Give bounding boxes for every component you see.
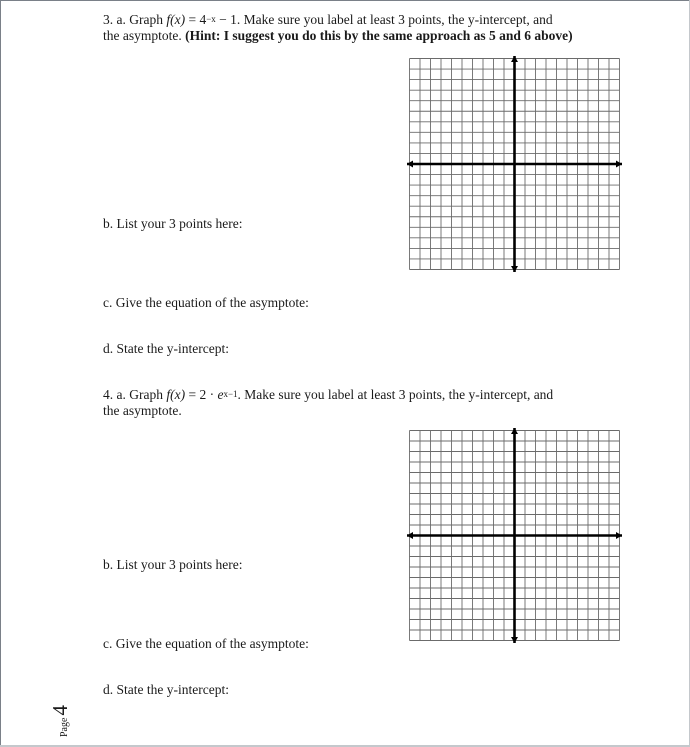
page-number: [48, 705, 73, 737]
q4-coordinate-grid[interactable]: [407, 428, 622, 643]
q3-coordinate-grid[interactable]: [407, 56, 622, 272]
y-axis-top-arrow: [511, 428, 518, 434]
x-axis-right-arrow: [616, 161, 622, 168]
q4-part-c-label: c. Give the equation of the asymptote:: [103, 636, 309, 651]
q4-prompt-line2: the asymptote.: [103, 403, 182, 418]
x-axis-left-arrow: [407, 532, 413, 539]
page-border-top: [0, 0, 690, 1]
x-axis-left-arrow: [407, 161, 413, 168]
q3-hint: (Hint: I suggest you do this by the same approach as 5 and 6 above): [185, 28, 573, 43]
q3-function-name: f(x): [166, 12, 186, 27]
q3-base: 4: [199, 12, 207, 27]
q3-part-d-label: d. State the y-intercept:: [103, 341, 229, 356]
q3-prompt-line1: 3. a. Graph $f(x) = 4^{-x} - 1$. Make sure you label at least 3 points, the y-intercept, and: [103, 12, 553, 27]
page-border-left: [0, 0, 1, 747]
y-axis-bottom-arrow: [511, 266, 518, 272]
page-word: Page: [59, 717, 70, 737]
q3-part-c-label: c. Give the equation of the asymptote:: [103, 295, 309, 310]
q4-prompt-line1: 4. a. Graph $f(x) = 2 \cdot e^{x-1}$. Make sure you label at least 3 points, the y-intercept, and: [103, 387, 554, 402]
page-digit: 4: [48, 705, 72, 716]
q3-prompt-line2: the asymptote. (Hint: I suggest you do this by the same approach as 5 and 6 above): [103, 28, 573, 43]
q4-part-b-label: b. List your 3 points here:: [103, 557, 243, 572]
q3-part-b-label: b. List your 3 points here:: [103, 216, 243, 231]
y-axis-top-arrow: [511, 56, 518, 62]
q4-exponent: x−1: [223, 389, 238, 399]
q4-part-d-label: d. State the y-intercept:: [103, 682, 229, 697]
q4-function-name: f(x): [166, 387, 186, 402]
y-axis-bottom-arrow: [511, 637, 518, 643]
q3-exponent: −x: [206, 14, 216, 24]
q4-base: e: [217, 387, 224, 402]
x-axis-right-arrow: [616, 532, 622, 539]
